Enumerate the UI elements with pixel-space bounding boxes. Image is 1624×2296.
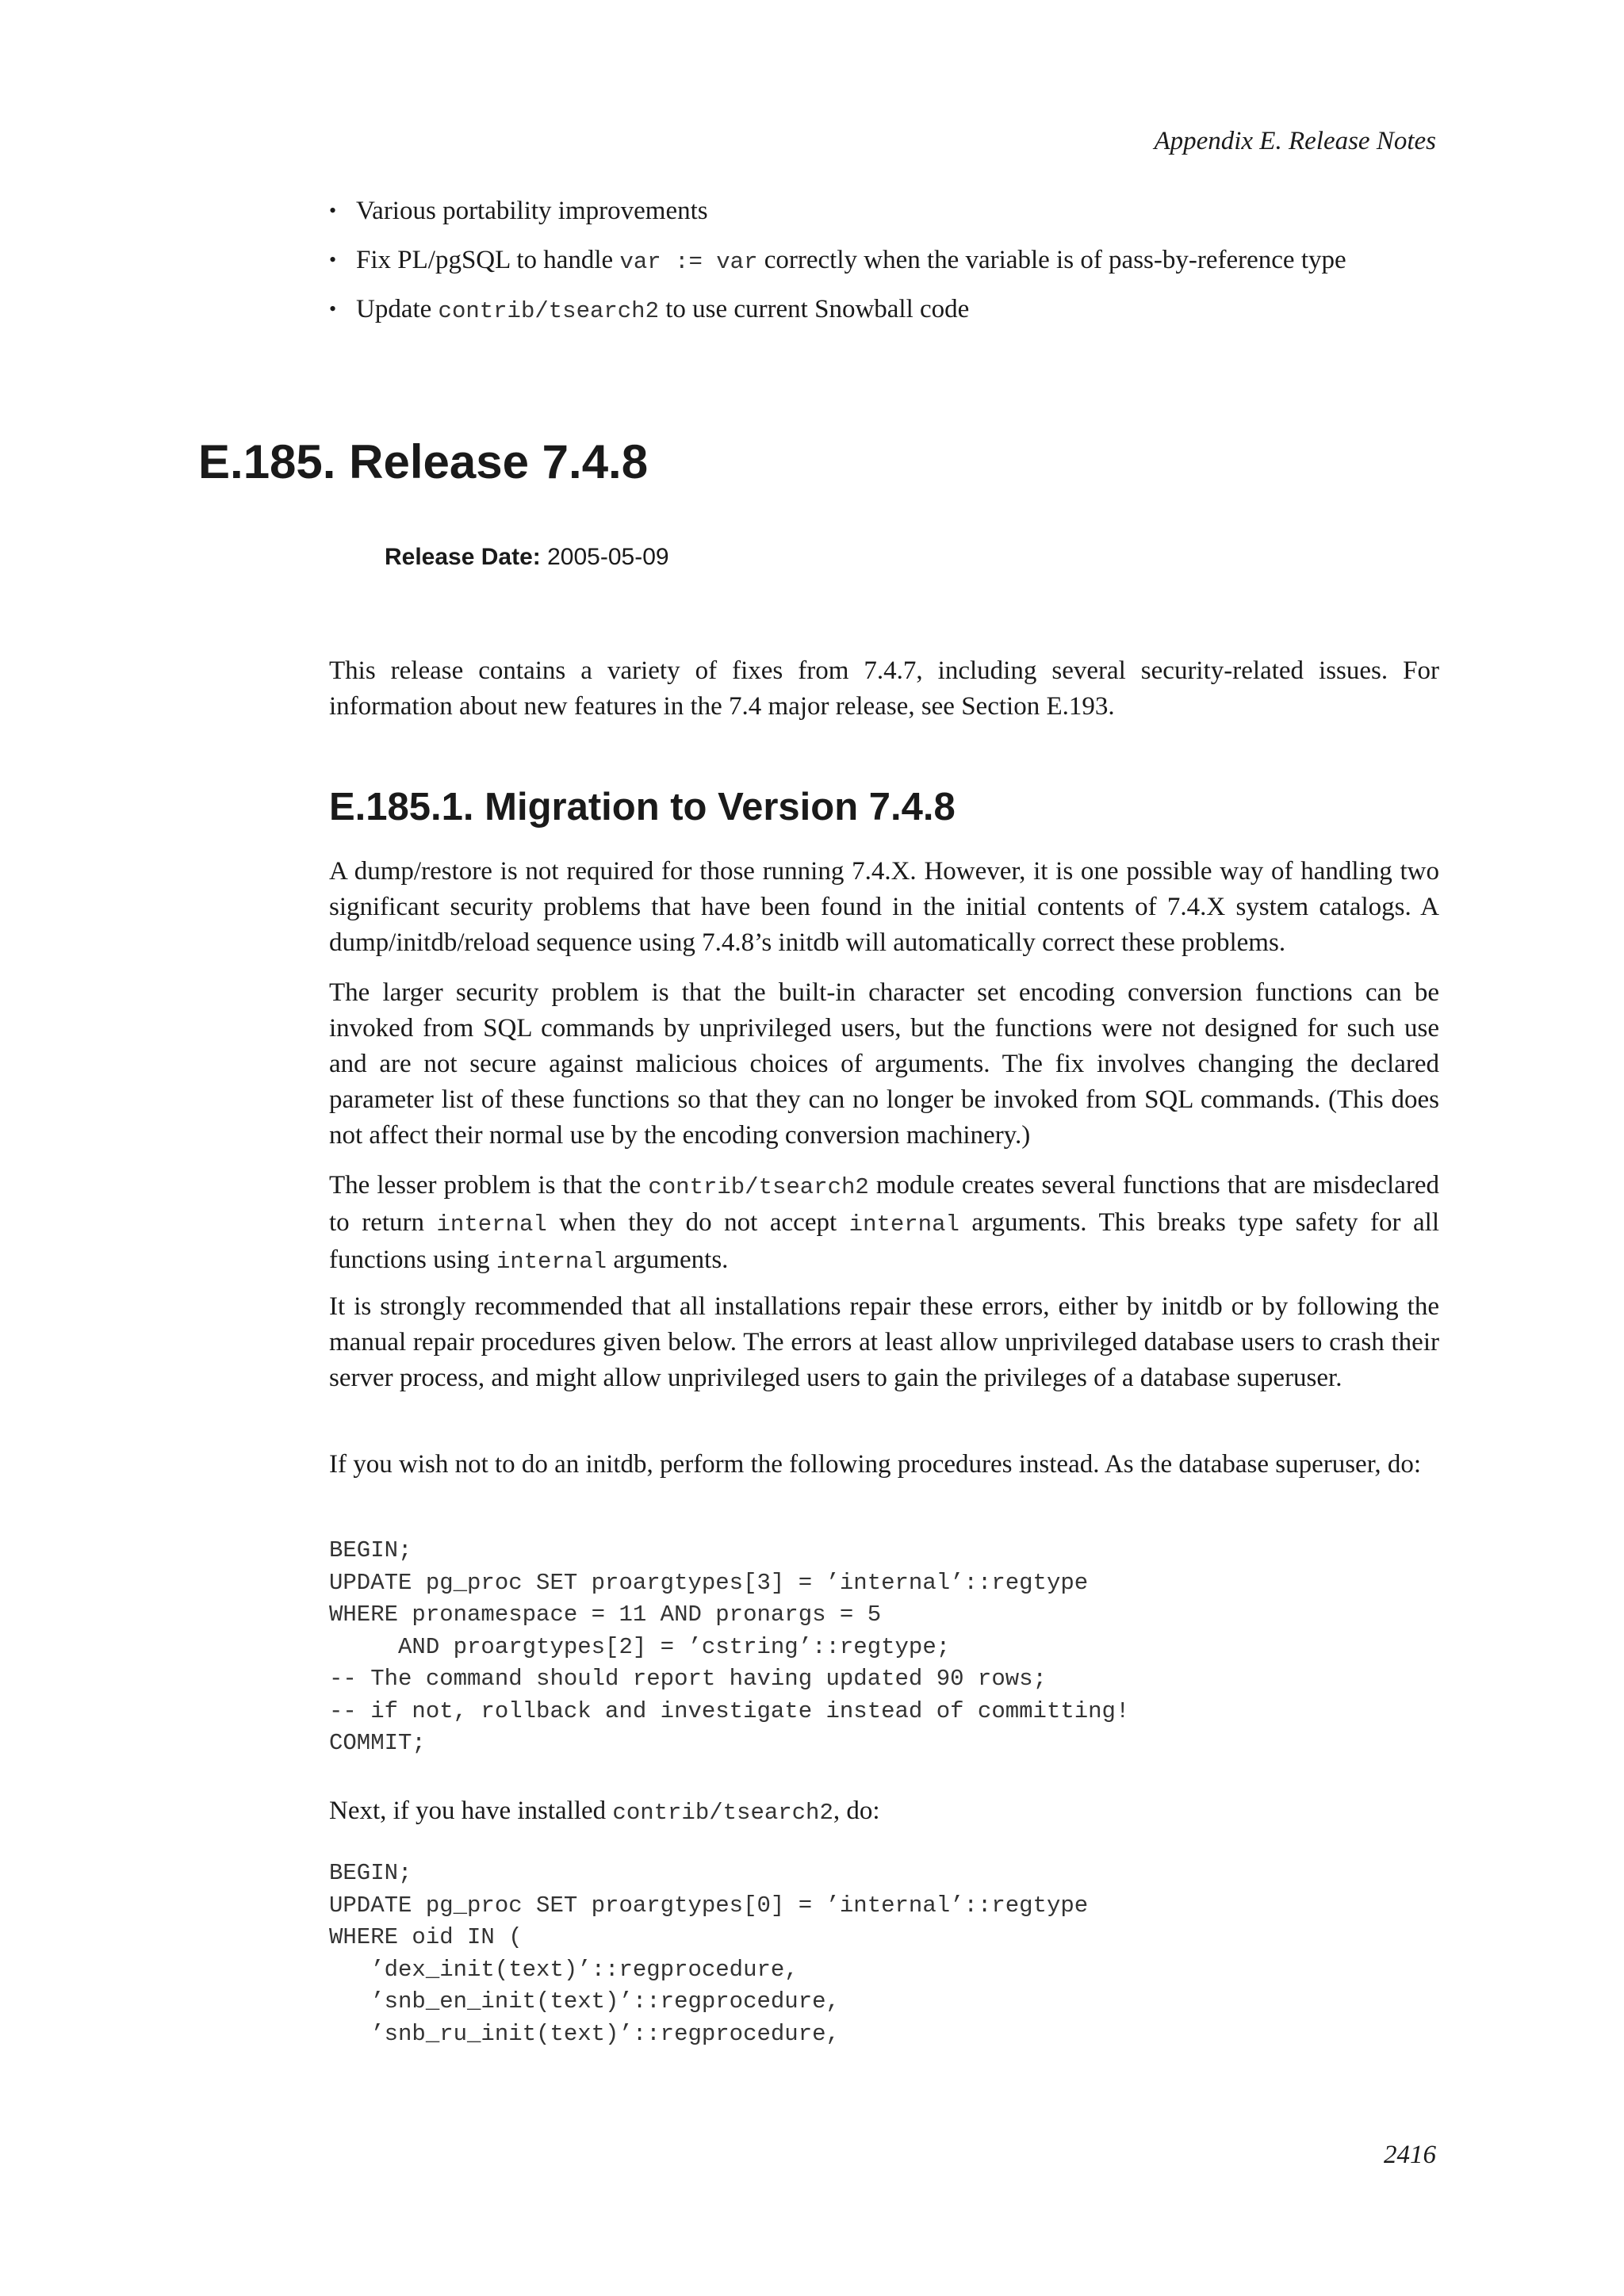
bullet-list — [329, 193, 1439, 340]
migration-paragraph-3 — [329, 1168, 1439, 1280]
bullet-text: Update — [356, 295, 439, 323]
inline-code: contrib/tsearch2 — [648, 1174, 869, 1200]
running-header: Appendix E. Release Notes — [1154, 127, 1436, 155]
paragraph-text: , do: — [833, 1797, 880, 1825]
migration-paragraph-4: It is strongly recommended that all installations repair these errors, either by initdb or by following the manual repair procedures given below. The errors at least allow unprivileged database users to crash their server process, and might allow unprivileged users to gain the privileges of a database superuser. — [329, 1292, 1439, 1392]
release-date-value: 2005-05-09 — [547, 544, 669, 570]
inline-code: internal — [436, 1211, 547, 1238]
release-date — [385, 544, 669, 571]
inline-code: var := var — [619, 249, 758, 275]
migration-paragraph-5: If you wish not to do an initdb, perform the following procedures instead. As the database superuser, do: — [329, 1450, 1422, 1479]
bullet-item — [329, 242, 1439, 291]
subsection-title: E.185.1. Migration to Version 7.4.8 — [329, 786, 956, 828]
migration-paragraph-1: A dump/restore is not required for those running 7.4.X. However, it is one possible way of handling two significant security problems that have been found in the initial contents of 7.4.X system catalogs. A dump/initdb/reload sequence using 7.4.8’s initdb will automatically correct these problems. — [329, 857, 1439, 957]
bullet-text: correctly when the variable is of pass-by-reference type — [757, 246, 1346, 274]
release-date-label: Release Date: — [385, 544, 541, 570]
bullet-text: to use current Snowball code — [659, 295, 970, 323]
inline-code: contrib/tsearch2 — [612, 1800, 833, 1826]
code-block-catalog-fix: BEGIN; UPDATE pg_proc SET proargtypes[3] = ’internal’::regtype WHERE pronamespace = 11 AND pronargs = 5 AND proargtypes[2] = ’cstring’::regtype; -- The command should report having updated 90 rows; -- if not, rollback and investigate instead of committing! COMMIT; — [329, 1537, 1130, 1756]
paragraph-text: module creates several functions that are misdeclared to return — [329, 1171, 1439, 1237]
bullet-text: Fix PL/pgSQL to handle — [356, 246, 620, 274]
paragraph-text: The lesser problem is that the — [329, 1171, 649, 1200]
bullet-item — [329, 291, 1439, 340]
migration-paragraph-2: The larger security problem is that the built-in character set encoding conversion functions can be invoked from SQL commands by unprivileged users, but the functions were not designed for such use and are not secure against malicious choices of arguments. The fix involves changing the declared parameter list of these functions so that they can no longer be invoked from SQL commands. (This does not affect their normal use by the encoding conversion machinery.) — [329, 978, 1439, 1150]
bullet-item — [329, 193, 1439, 242]
inline-code: internal — [496, 1249, 607, 1275]
inline-code: contrib/tsearch2 — [438, 298, 659, 324]
section-title: E.185. Release 7.4.8 — [198, 435, 649, 488]
paragraph-text: when they do not accept — [546, 1208, 849, 1237]
intro-paragraph: This release contains a variety of fixes from 7.4.7, including several security-related issues. For information about new features in the 7.4 major release, see Section E.193. — [329, 656, 1439, 721]
page-number: 2416 — [1384, 2141, 1436, 2169]
paragraph-text: arguments. This breaks type safety for all functions using — [329, 1208, 1440, 1274]
bullet-text: Various portability improvements — [356, 197, 708, 225]
inline-code: internal — [848, 1211, 959, 1238]
code-block-tsearch2-fix: BEGIN; UPDATE pg_proc SET proargtypes[0] = ’internal’::regtype WHERE oid IN ( ’dex_init(text)’::regprocedure, ’snb_en_init(text)’::regprocedure, ’snb_ru_init(text)’::regprocedure, — [329, 1860, 1089, 2047]
migration-paragraph-6 — [329, 1793, 1439, 1831]
paragraph-text: arguments. — [607, 1246, 729, 1274]
paragraph-text: Next, if you have installed — [329, 1797, 613, 1825]
